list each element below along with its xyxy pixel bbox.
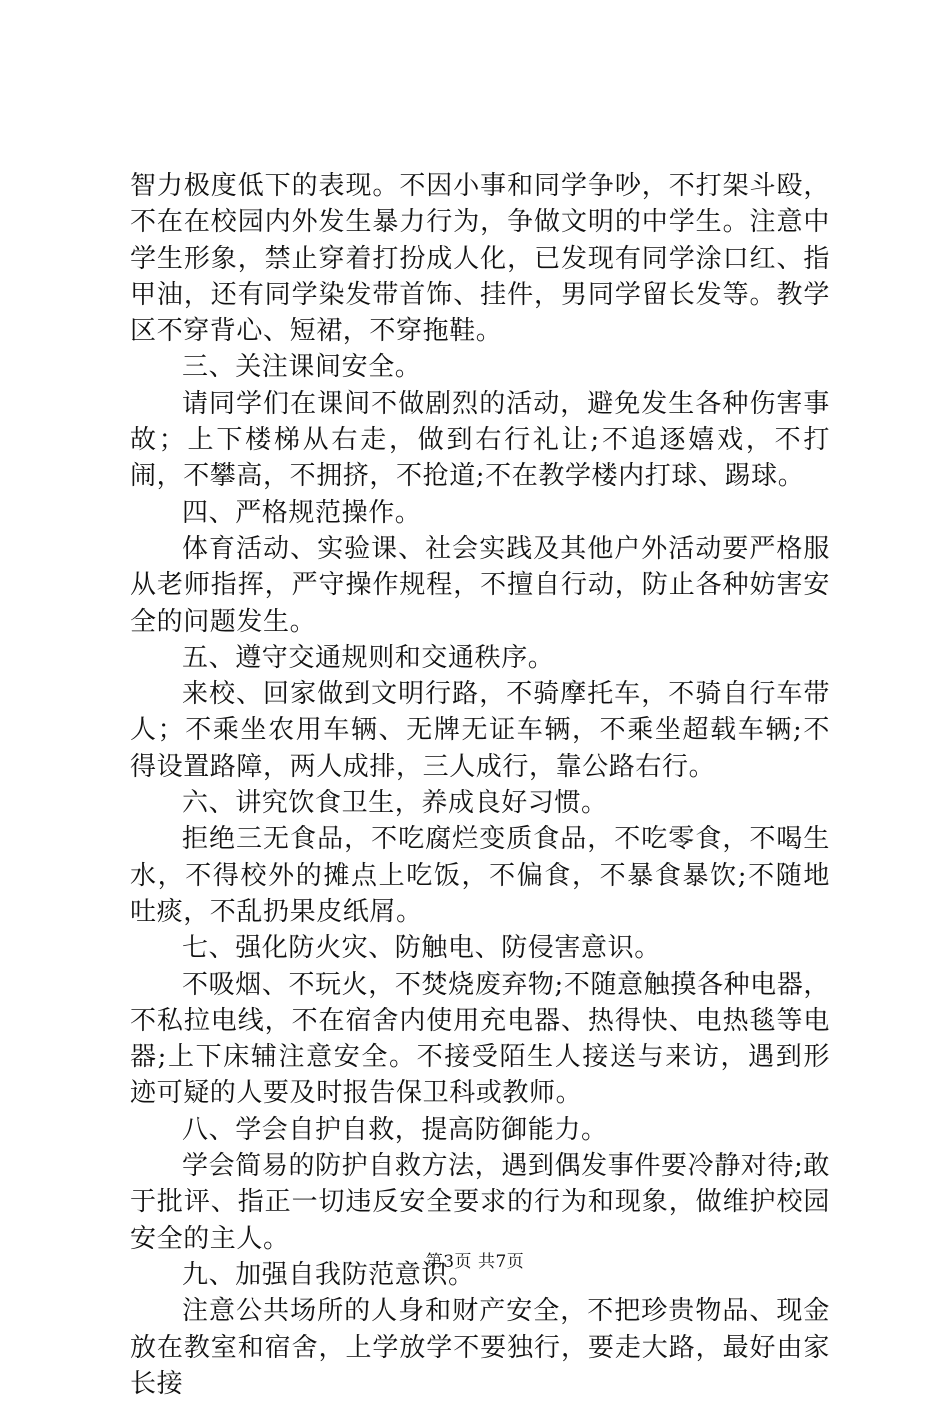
paragraph-operation: 体育活动、实验课、社会实践及其他户外活动要严格服从老师指挥，严守操作规程，不擅自行动，防止各种妨害安全的问题发生。 [130, 533, 830, 637]
page-footer [0, 1247, 950, 1272]
section-heading-7: 七、强化防火灾、防触电、防侵害意识。 [182, 933, 661, 964]
paragraph-self-rescue: 学会简易的防护自救方法，遇到偶发事件要冷静对待;敢于批评、指正一切违反安全要求的行为和现象，做维护校园安全的主人。 [130, 1151, 830, 1254]
section-heading-8: 八、学会自护自救，提高防御能力。 [182, 1114, 608, 1145]
paragraph-break-safety: 请同学们在课间不做剧烈的活动，避免发生各种伤害事故；上下楼梯从右走，做到右行礼让;不追逐嬉戏，不打闹，不攀高，不拥挤，不抢道;不在教学楼内打球、踢球。 [130, 388, 830, 492]
document-body [130, 168, 830, 1402]
paragraph-continued: 智力极度低下的表现。不因小事和同学争吵，不打架斗殴，不在在校园内外发生暴力行为，争做文明的中学生。注意中学生形象，禁止穿着打扮成人化，已发现有同学涂口红、指甲油，还有同学染发带首饰、挂件，男同学留长发等。教学区不穿背心、短裙，不穿拖鞋。 [130, 171, 830, 347]
section-heading-6: 六、讲究饮食卫生，养成良好习惯。 [182, 788, 608, 819]
section-heading-9: 九、加强自我防范意识。 [182, 1259, 475, 1290]
paragraph-food-hygiene: 拒绝三无食品，不吃腐烂变质食品，不吃零食，不喝生水，不得校外的摊点上吃饭，不偏食，不暴食暴饮;不随地吐痰，不乱扔果皮纸屑。 [130, 824, 830, 927]
page-number: 第3页 共7页 [425, 1252, 525, 1272]
section-heading-5: 五、遵守交通规则和交通秩序。 [182, 642, 555, 673]
section-heading-4: 四、严格规范操作。 [182, 497, 422, 528]
paragraph-traffic: 来校、回家做到文明行路，不骑摩托车，不骑自行车带人；不乘坐农用车辆、无牌无证车辆，不乘坐超载车辆;不得设置路障，两人成排，三人成行，靠公路右行。 [130, 679, 830, 782]
paragraph-self-protection: 注意公共场所的人身和财产安全，不把珍贵物品、现金放在教室和宿舍，上学放学不要独行，要走大路，最好由家长接 [130, 1296, 830, 1399]
section-heading-3: 三、关注课间安全。 [182, 352, 422, 383]
paragraph-fire-electric: 不吸烟、不玩火，不焚烧废弃物;不随意触摸各种电器，不私拉电线，不在宿舍内使用充电器、热得快、电热毯等电器;上下床辅注意安全。不接受陌生人接送与来访，遇到形迹可疑的人要及时报告保卫科或教师。 [130, 969, 830, 1109]
